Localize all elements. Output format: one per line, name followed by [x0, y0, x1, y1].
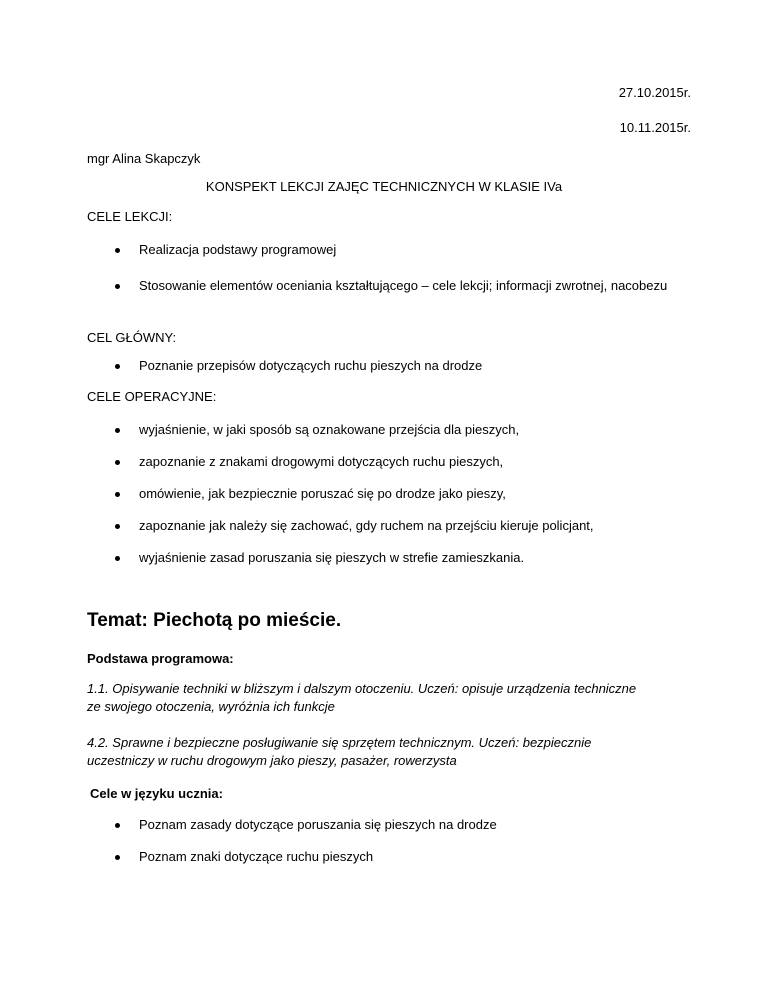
operational-goal-item: zapoznanie jak należy się zachować, gdy ruchem na przejściu kieruje policjant,	[139, 518, 594, 533]
date-1: 27.10.2015r.	[618, 85, 691, 100]
bullet-icon	[115, 816, 123, 834]
goals-item: Realizacja podstawy programowej	[139, 242, 337, 257]
main-goal-label: CEL GŁÓWNY:	[87, 330, 177, 345]
curriculum-item-1: 1.1. Opisywanie techniki w bliższym i dalszym otoczeniu. Uczeń: opisuje urządzenia techniczne ze swojego otoczenia, wyróżnia ich funkcje	[87, 681, 637, 714]
bullet-icon	[115, 549, 123, 567]
goals-label: CELE LEKCJI:	[87, 209, 173, 224]
author: mgr Alina Skapczyk	[87, 151, 201, 166]
bullet-icon	[115, 517, 123, 535]
main-goal-item: Poznanie przepisów dotyczących ruchu pieszych na drodze	[139, 358, 483, 373]
bullet-icon	[115, 241, 123, 259]
student-goals-label: Cele w języku ucznia:	[90, 786, 223, 801]
bullet-icon	[115, 485, 123, 503]
operational-goal-item: omówienie, jak bezpiecznie poruszać się po drodze jako pieszy,	[139, 486, 506, 501]
operational-goals-label: CELE OPERACYJNE:	[87, 389, 217, 404]
operational-goal-item: wyjaśnienie zasad poruszania się pieszych w strefie zamieszkania.	[139, 550, 525, 565]
goals-item: Stosowanie elementów oceniania kształtującego – cele lekcji; informacji zwrotnej, nacobezu	[139, 278, 668, 293]
topic-title: Temat: Piechotą po mieście.	[87, 610, 342, 631]
curriculum-label: Podstawa programowa:	[87, 651, 234, 666]
date-2: 10.11.2015r.	[619, 120, 691, 135]
document-title: KONSPEKT LEKCJI ZAJĘC TECHNICZNYCH W KLASIE IVa	[205, 179, 563, 194]
student-goal-item: Poznam zasady dotyczące poruszania się pieszych na drodze	[139, 817, 497, 832]
bullet-icon	[115, 848, 123, 866]
curriculum-item-2: 4.2. Sprawne i bezpieczne posługiwanie się sprzętem technicznym. Uczeń: bezpiecznie uczestniczy w ruchu drogowym jako pieszy, pasażer, rowerzysta	[87, 735, 592, 768]
student-goal-item: Poznam znaki dotyczące ruchu pieszych	[139, 849, 374, 864]
operational-goal-item: wyjaśnienie, w jaki sposób są oznakowane przejścia dla pieszych,	[139, 422, 520, 437]
bullet-icon	[115, 277, 123, 295]
bullet-icon	[115, 453, 123, 471]
operational-goal-item: zapoznanie z znakami drogowymi dotyczących ruchu pieszych,	[139, 454, 504, 469]
bullet-icon	[115, 421, 123, 439]
bullet-icon	[115, 357, 123, 375]
